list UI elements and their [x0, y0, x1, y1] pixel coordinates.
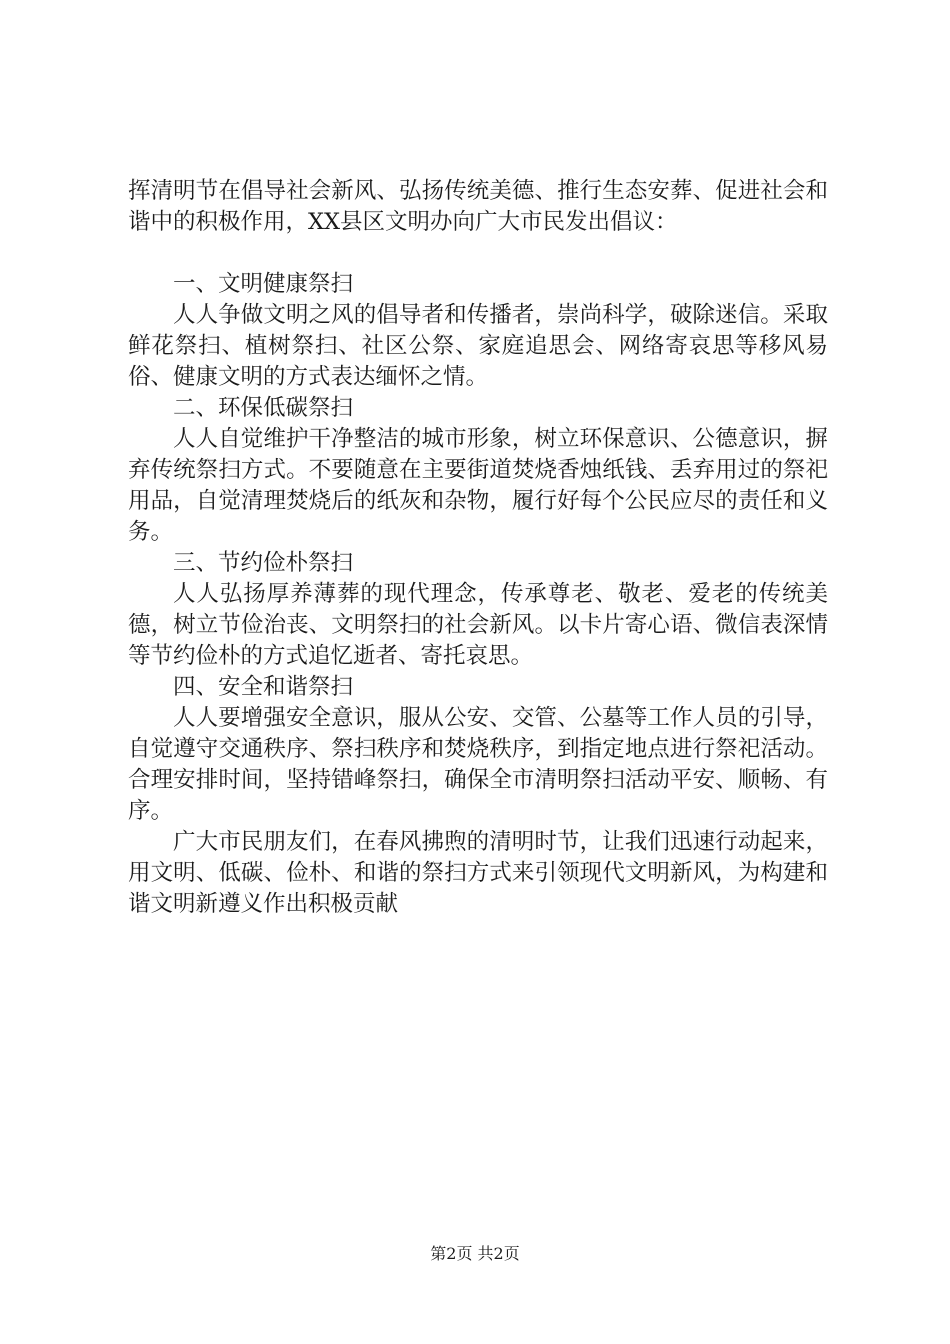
section-heading-1: 一、文明健康祭扫: [173, 271, 354, 297]
section-heading-4: 四、安全和谐祭扫: [173, 674, 354, 700]
section-body-1: 人人争做文明之风的倡导者和传播者，崇尚科学，破除迷信。采取鲜花祭扫、植树祭扫、社区公祭、家庭追思会、网络寄哀思等移风易俗、健康文明的方式表达缅怀之情。: [128, 302, 828, 390]
paragraph-gap: [128, 238, 828, 269]
page-footer: 第2页 共2页: [430, 1244, 520, 1263]
section-heading-2: 二、环保低碳祭扫: [173, 395, 354, 421]
document-body: [128, 176, 828, 920]
closing-paragraph: 广大市民朋友们，在春风拂煦的清明时节，让我们迅速行动起来，用文明、低碳、俭朴、和谐的祭扫方式来引领现代文明新风，为构建和谐文明新遵义作出积极贡献: [128, 829, 828, 917]
section-heading-3: 三、节约俭朴祭扫: [173, 550, 354, 576]
section-body-2: 人人自觉维护干净整洁的城市形象，树立环保意识、公德意识，摒弃传统祭扫方式。不要随意在主要街道焚烧香烛纸钱、丢弃用过的祭祀用品，自觉清理焚烧后的纸灰和杂物，履行好每个公民应尽的责任和义务。: [128, 426, 828, 545]
section-body-4: 人人要增强安全意识，服从公安、交管、公墓等工作人员的引导，自觉遵守交通秩序、祭扫秩序和焚烧秩序，到指定地点进行祭祀活动。合理安排时间，坚持错峰祭扫，确保全市清明祭扫活动平安、顺畅、有序。: [128, 705, 828, 824]
intro-paragraph: 挥清明节在倡导社会新风、弘扬传统美德、推行生态安葬、促进社会和谐中的积极作用，XX县区文明办向广大市民发出倡议：: [128, 178, 828, 235]
section-body-3: 人人弘扬厚养薄葬的现代理念，传承尊老、敬老、爱老的传统美德，树立节俭治丧、文明祭扫的社会新风。以卡片寄心语、微信表深情等节约俭朴的方式追忆逝者、寄托哀思。: [128, 581, 828, 669]
